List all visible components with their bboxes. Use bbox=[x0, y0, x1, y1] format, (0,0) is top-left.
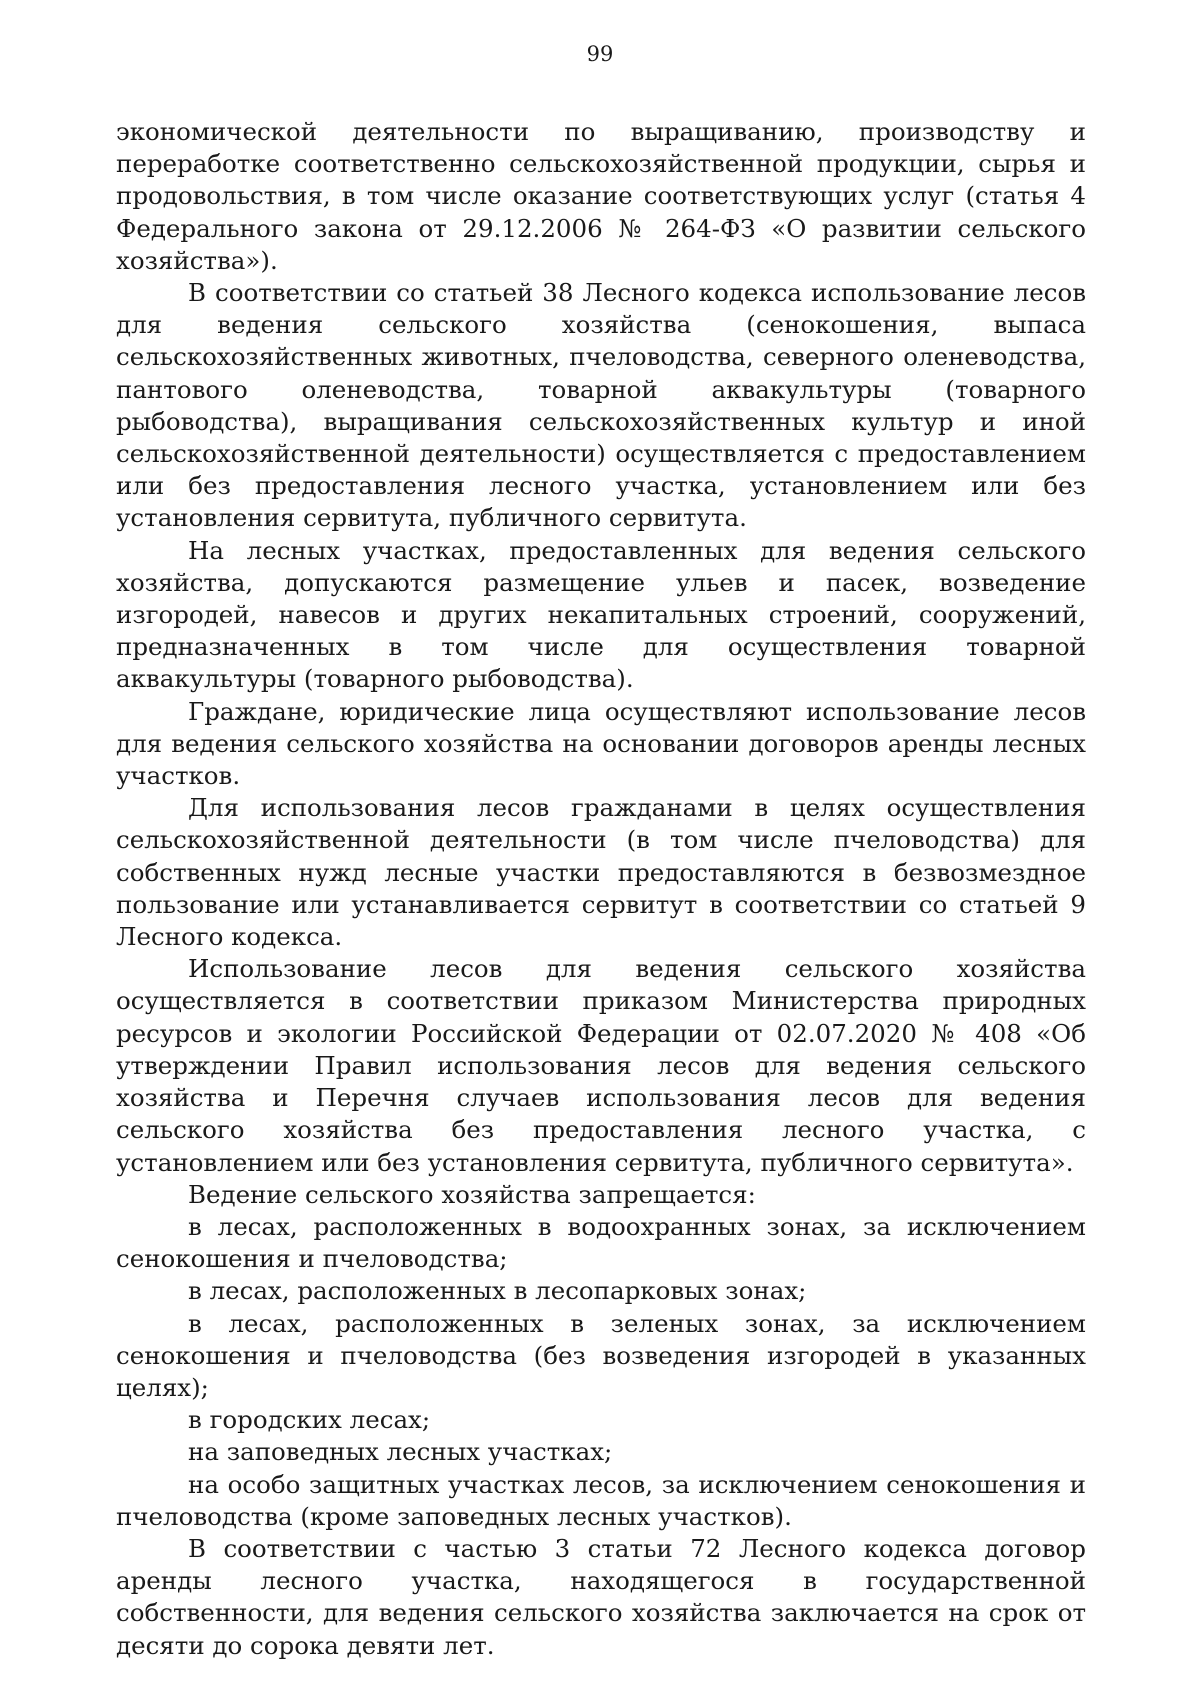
paragraph-order-408: Использование лесов для ведения сельского хозяйства осуществляется в соответствии приказом Министерства природных ресурсов и экологии Российской Федерации от 02.07.2020 № 408 «Об утверждении Правил использования лесов для ведения сельского хозяйства и Перечня случаев использования лесов для ведения сельского хозяйства без предоставления лесного участка, с установлением или без установления сервитута, публичного сервитута». bbox=[116, 954, 1086, 1177]
paragraph-lease-term: В соответствии с частью 3 статьи 72 Лесного кодекса договор аренды лесного участка, находящегося в государственной собственности, для ведения сельского хозяйства заключается на срок от десяти до сорока девяти лет. bbox=[116, 1533, 1086, 1660]
list-item-reserved-plots: на заповедных лесных участках; bbox=[188, 1437, 613, 1467]
page-number: 99 bbox=[586, 42, 614, 66]
paragraph-permitted-structures: На лесных участках, предоставленных для ведения сельского хозяйства, допускаются размещение ульев и пасек, возведение изгородей, навесов и других некапитальных строений, сооружений, предназначенных в том числе для осуществления товарной аквакультуры (товарного рыбоводства). bbox=[116, 535, 1086, 694]
paragraph-prohibition-heading: Ведение сельского хозяйства запрещается: bbox=[188, 1179, 756, 1209]
paragraph-lease-basis: Граждане, юридические лица осуществляют использование лесов для ведения сельского хозяйства на основании договоров аренды лесных участков. bbox=[116, 696, 1086, 791]
list-item-water-protection: в лесах, расположенных в водоохранных зонах, за исключением сенокошения и пчеловодства; bbox=[116, 1211, 1086, 1274]
list-item-green-zones: в лесах, расположенных в зеленых зонах, за исключением сенокошения и пчеловодства (без возведения изгородей в указанных целях); bbox=[116, 1308, 1086, 1402]
list-item-forest-park: в лесах, расположенных в лесопарковых зонах; bbox=[188, 1276, 807, 1306]
document-body bbox=[116, 116, 1086, 1662]
paragraph-citizens-use: Для использования лесов гражданами в целях осуществления сельскохозяйственной деятельности (в том числе пчеловодства) для собственных нужд лесные участки предоставляются в безвозмездное пользование или устанавливается сервитут в соответствии со статьей 9 Лесного кодекса. bbox=[116, 793, 1086, 952]
list-item-protective-plots: на особо защитных участках лесов, за исключением сенокошения и пчеловодства (кроме заповедных лесных участков). bbox=[116, 1469, 1086, 1531]
paragraph-continuation: экономической деятельности по выращиванию, производству и переработке соответственно сельскохозяйственной продукции, сырья и продовольствия, в том числе оказание соответствующих услуг (статья 4 Федерального закона от 29.12.2006 № 264-ФЗ «О развитии сельского хозяйства»). bbox=[116, 117, 1086, 275]
paragraph-article-38: В соответствии со статьей 38 Лесного кодекса использование лесов для ведения сельского хозяйства (сенокошения, выпаса сельскохозяйственных животных, пчеловодства, северного оленеводства, пантового оленеводства, товарной аквакультуры (товарного рыбоводства), выращивания сельскохозяйственных культур и иной сельскохозяйственной деятельности) осуществляется с предоставлением или без предоставления лесного участка, установлением или без установления сервитута, публичного сервитута. bbox=[116, 278, 1086, 533]
list-item-urban-forests: в городских лесах; bbox=[188, 1405, 431, 1435]
